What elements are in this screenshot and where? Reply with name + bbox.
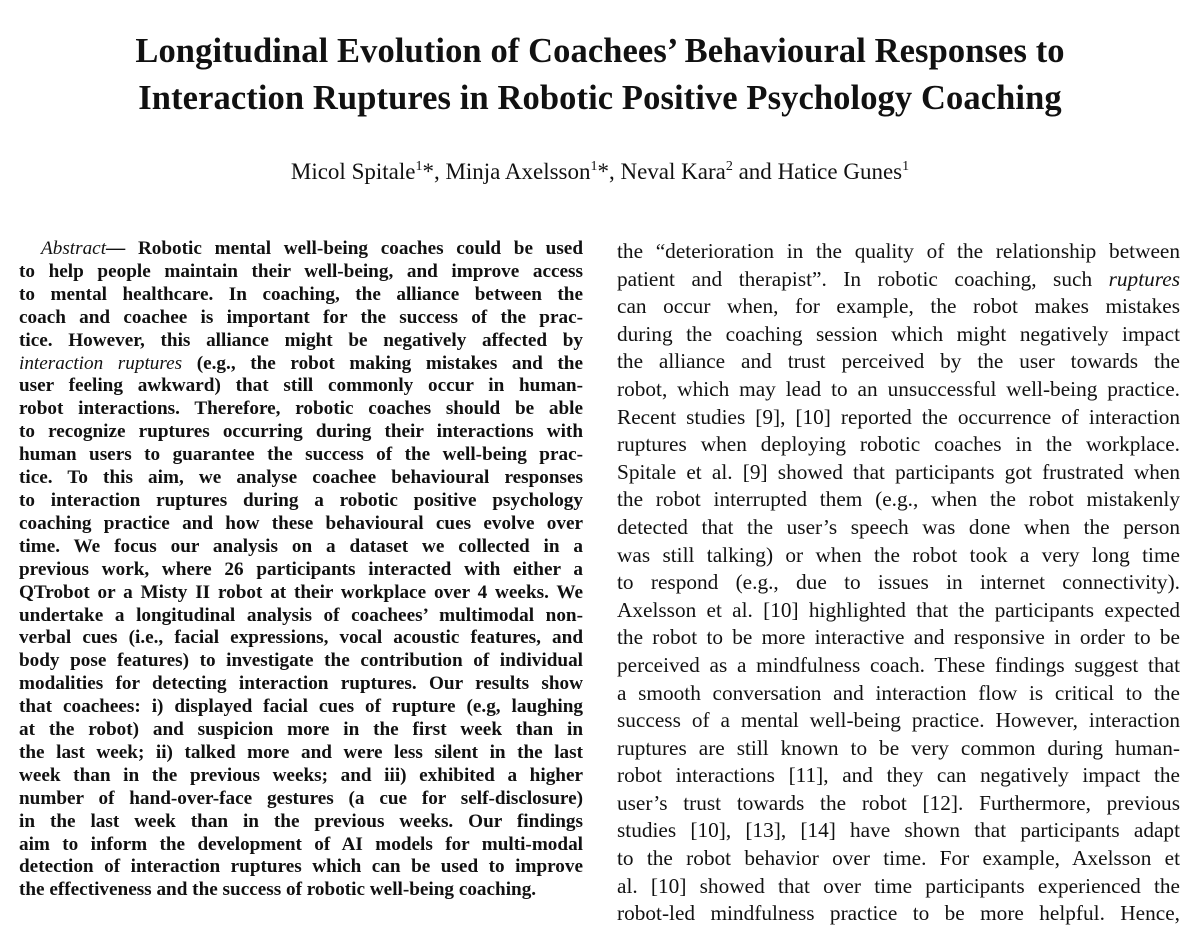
- abstract-line: to recognize ruptures occurring during their interactions with: [19, 421, 583, 443]
- abstract-line: to help people maintain their well-being, and improve access: [19, 260, 583, 282]
- abstract-line: time. We focus our analysis on a dataset we collected in a: [19, 535, 583, 557]
- author-name: Micol Spitale: [290, 159, 416, 184]
- body-line: user’s trust towards the robot [12]. Furthermore, previous: [617, 790, 1180, 815]
- abstract-line: user feeling awkward) that still commonly occur in human-: [19, 375, 583, 397]
- abstract-line: number of hand-over-face gestures (a cue for self-disclosure): [19, 787, 583, 809]
- abstract-line: tice. However, this alliance might be negatively affected by: [19, 329, 583, 351]
- body-line: the robot interrupted them (e.g., when the robot mistakenly: [617, 487, 1180, 512]
- abstract-line: detection of interaction ruptures which can be used to improve: [19, 856, 583, 878]
- author-name: Neval Kara: [620, 159, 726, 184]
- abstract-line: robot interactions. Therefore, robotic coaches should be able: [19, 398, 583, 420]
- author-mark: *: [422, 159, 434, 184]
- body-line: to respond (e.g., due to issues in internet connectivity).: [617, 570, 1180, 595]
- body-line: detected that the user’s speech was done when the person: [617, 514, 1180, 539]
- title-line-2: Interaction Ruptures in Robotic Positive Psychology Coaching: [138, 79, 1062, 117]
- abstract-line: undertake a longitudinal analysis of coachees’ multimodal non-: [19, 604, 583, 626]
- body-line: ruptures when deploying robotic coaches in the workplace.: [617, 432, 1180, 457]
- italic-term: ruptures: [1108, 266, 1180, 291]
- body-line: success of a mental well-being practice. However, interaction: [617, 708, 1180, 733]
- body-line: robot, which may lead to an unsuccessful well-being practice.: [617, 376, 1180, 401]
- body-line: the “deterioration in the quality of the relationship between: [617, 239, 1180, 263]
- abstract-dash: —: [106, 238, 138, 259]
- body-line: ruptures are still known to be very common during human-: [617, 735, 1180, 760]
- body-line: to the robot behavior over time. For example, Axelsson et: [617, 846, 1180, 871]
- author-separator: ,: [608, 159, 621, 184]
- author-affiliation: 2: [725, 159, 733, 174]
- author-affiliation: 1: [902, 159, 910, 174]
- body-line: can occur when, for example, the robot makes mistakes: [617, 294, 1180, 319]
- body-line: perceived as a mindfulness coach. These findings suggest that: [617, 652, 1180, 677]
- author-affiliation: 1: [415, 159, 423, 174]
- author-separator: ,: [433, 159, 446, 184]
- body-line: Recent studies [9], [10] reported the occurrence of interaction: [617, 404, 1180, 429]
- italic-term: interaction ruptures: [19, 352, 183, 374]
- body-line: robot interactions [11], and they can negatively impact the: [617, 763, 1180, 788]
- author-list: [0, 157, 1200, 187]
- abstract-line: interaction ruptures (e.g., the robot making mistakes and the: [19, 352, 583, 374]
- abstract-line: Abstract— Robotic mental well-being coaches could be used: [19, 238, 583, 261]
- abstract-line: that coachees: i) displayed facial cues of rupture (e.g, laughing: [19, 696, 583, 718]
- author-name: Minja Axelsson: [445, 159, 591, 184]
- abstract-line: QTrobot or a Misty II robot at their workplace over 4 weeks. We: [19, 581, 583, 603]
- body-line: the alliance and trust perceived by the user towards the: [617, 349, 1180, 374]
- abstract-line: human users to guarantee the success of the well-being prac-: [19, 444, 583, 466]
- body-line: robot-led mindfulness practice to be more helpful. Hence,: [617, 901, 1180, 926]
- abstract-line: in the last week than in the previous weeks. Our findings: [19, 810, 583, 832]
- abstract-line: verbal cues (i.e., facial expressions, vocal acoustic features, and: [19, 627, 583, 649]
- body-line: Axelsson et al. [10] highlighted that the participants expected: [617, 597, 1180, 622]
- abstract-line: week than in the previous weeks; and iii) exhibited a higher: [19, 764, 583, 786]
- title-line-1: Longitudinal Evolution of Coachees’ Behavioural Responses to: [135, 32, 1065, 70]
- author-affiliation: 1: [590, 159, 598, 174]
- abstract-line: to mental healthcare. In coaching, the alliance between the: [19, 283, 583, 305]
- abstract-line: the last week; ii) talked more and were less silent in the last: [19, 741, 583, 763]
- author-separator: and: [732, 159, 778, 184]
- body-line: Spitale et al. [9] showed that participants got frustrated when: [617, 459, 1180, 484]
- abstract-line: the effectiveness and the success of robotic well-being coaching.: [19, 879, 537, 901]
- author-name: Hatice Gunes: [777, 159, 903, 184]
- abstract-line: tice. To this aim, we analyse coachee behavioural responses: [19, 467, 583, 489]
- abstract-line: at the robot) and suspicion more in the first week than in: [19, 719, 583, 741]
- abstract-line: coaching practice and how these behavioural cues evolve over: [19, 512, 583, 534]
- body-line: a smooth conversation and interaction flow is critical to the: [617, 680, 1180, 705]
- abstract-line: previous work, where 26 participants interacted with either a: [19, 558, 583, 580]
- abstract-line: coach and coachee is important for the success of the prac-: [19, 306, 583, 328]
- abstract-line: to interaction ruptures during a robotic positive psychology: [19, 489, 583, 511]
- abstract-line: body pose features) to investigate the contribution of individual: [19, 650, 583, 672]
- body-line: al. [10] showed that over time participants experienced the: [617, 873, 1180, 898]
- body-line: during the coaching session which might negatively impact: [617, 321, 1180, 346]
- abstract-column: [19, 238, 583, 902]
- abstract-label: Abstract: [41, 238, 107, 259]
- body-text-column: [617, 238, 1180, 928]
- body-line: studies [10], [13], [14] have shown that participants adapt: [617, 818, 1180, 843]
- abstract-line: modalities for detecting interaction ruptures. Our results show: [19, 673, 583, 695]
- paper-title: [0, 28, 1200, 122]
- body-line: patient and therapist”. In robotic coaching, such ruptures: [617, 266, 1180, 291]
- body-line: the robot to be more interactive and responsive in order to be: [617, 625, 1180, 650]
- author-mark: *: [597, 159, 609, 184]
- abstract-line: aim to inform the development of AI models for multi-modal: [19, 833, 583, 855]
- body-line: was still talking) or when the robot took a very long time: [617, 542, 1180, 567]
